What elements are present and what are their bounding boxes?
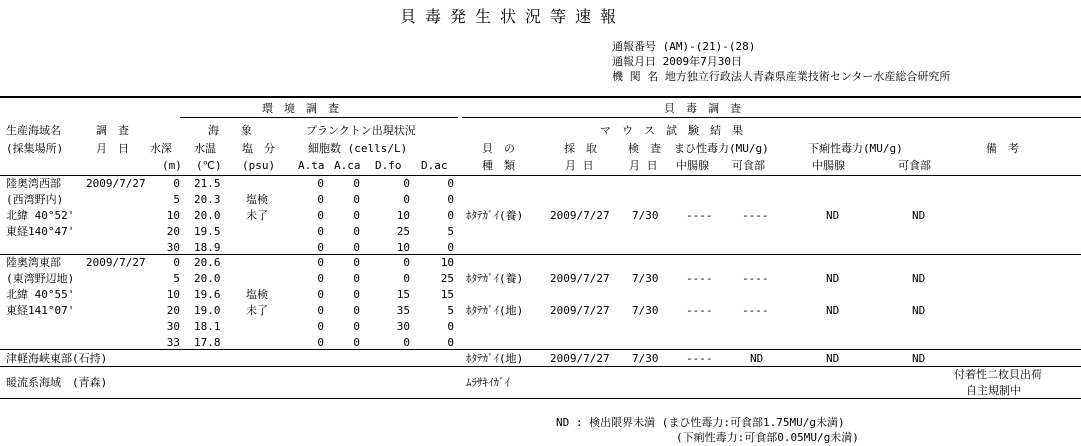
header-psp-edible: 可食部 bbox=[732, 159, 765, 172]
ata-cell: 0 bbox=[317, 241, 324, 254]
dac-cell: 0 bbox=[447, 209, 454, 222]
dfo-cell: 0 bbox=[403, 193, 410, 206]
ata-cell: 0 bbox=[317, 336, 324, 349]
dac-cell: 15 bbox=[440, 288, 454, 301]
depth-cell: 10 bbox=[166, 288, 180, 301]
header-kai: 貝 の bbox=[482, 142, 515, 155]
section-divider bbox=[0, 349, 1081, 350]
header-dfo: D.fo bbox=[375, 159, 402, 172]
shell-species: ﾎﾀﾃｶﾞｲ(地) bbox=[466, 304, 524, 317]
psp-midgut: ---- bbox=[686, 304, 713, 317]
latitude-label: 北緯 40°55' bbox=[6, 288, 75, 301]
psp-midgut: ---- bbox=[686, 209, 713, 222]
dac-cell: 0 bbox=[447, 177, 454, 190]
remark-note: 自主規制中 bbox=[966, 384, 1021, 397]
salinity-cell: 塩検 bbox=[246, 193, 268, 206]
dsp-midgut: ND bbox=[826, 304, 840, 317]
aca-cell: 0 bbox=[353, 209, 360, 222]
dfo-cell: 25 bbox=[396, 225, 410, 238]
header-dsp: 下痢性毒力(MU/g) bbox=[808, 142, 903, 155]
site-label: (西湾野内) bbox=[6, 193, 64, 206]
header-area: 生産海域名 bbox=[6, 124, 61, 137]
ata-cell: 0 bbox=[317, 272, 324, 285]
header-depth: 水深 bbox=[150, 142, 172, 155]
dfo-cell: 10 bbox=[396, 241, 410, 254]
dsp-edible: ND bbox=[912, 209, 926, 222]
header-env: 環 境 調 査 bbox=[262, 102, 339, 115]
header-shell: 貝 毒 調 査 bbox=[664, 102, 741, 115]
header-dsp-edible: 可食部 bbox=[898, 159, 931, 172]
dfo-cell: 10 bbox=[396, 209, 410, 222]
temp-cell: 20.0 bbox=[194, 209, 221, 222]
header-kaisho: 海 象 bbox=[208, 124, 252, 137]
site-label: (東湾野辺地) bbox=[6, 272, 75, 285]
survey-date: 2009/7/27 bbox=[86, 177, 146, 190]
temp-cell: 19.5 bbox=[194, 225, 221, 238]
dfo-cell: 30 bbox=[396, 320, 410, 333]
dfo-cell: 0 bbox=[403, 272, 410, 285]
report-number: 通報番号 (AM)-(21)-(28) bbox=[612, 40, 756, 53]
aca-cell: 0 bbox=[353, 272, 360, 285]
dsp-edible: ND bbox=[912, 272, 926, 285]
psp-edible: ---- bbox=[742, 304, 769, 317]
test-date: 7/30 bbox=[632, 352, 659, 365]
header-dsp-midgut: 中腸腺 bbox=[812, 159, 845, 172]
depth-cell: 5 bbox=[173, 193, 180, 206]
area-label: 暖流系海域 (青森) bbox=[6, 376, 108, 389]
dsp-midgut: ND bbox=[826, 352, 840, 365]
survey-date: 2009/7/27 bbox=[86, 256, 146, 269]
header-sal-unit: (psu) bbox=[242, 159, 276, 172]
dac-cell: 0 bbox=[447, 241, 454, 254]
ata-cell: 0 bbox=[317, 177, 324, 190]
psp-midgut: ---- bbox=[686, 272, 713, 285]
depth-cell: 33 bbox=[166, 336, 180, 349]
dac-cell: 0 bbox=[447, 193, 454, 206]
dac-cell: 25 bbox=[440, 272, 454, 285]
aca-cell: 0 bbox=[353, 256, 360, 269]
header-ata: A.ta bbox=[298, 159, 325, 172]
dac-cell: 5 bbox=[447, 304, 454, 317]
depth-cell: 0 bbox=[173, 177, 180, 190]
footnote-line: ND : 検出限界未満 (まひ性毒力:可食部1.75MU/g未満) bbox=[556, 416, 845, 429]
header-salinity: 塩 分 bbox=[242, 142, 275, 155]
aca-cell: 0 bbox=[353, 241, 360, 254]
header-shurui: 種 類 bbox=[482, 159, 515, 172]
ata-cell: 0 bbox=[317, 256, 324, 269]
aca-cell: 0 bbox=[353, 225, 360, 238]
test-date: 7/30 bbox=[632, 272, 659, 285]
dsp-edible: ND bbox=[912, 352, 926, 365]
collect-date: 2009/7/27 bbox=[550, 304, 610, 317]
dfo-cell: 0 bbox=[403, 256, 410, 269]
ata-cell: 0 bbox=[317, 225, 324, 238]
area-label: 陸奥湾東部 bbox=[6, 256, 61, 269]
test-date: 7/30 bbox=[632, 209, 659, 222]
temp-cell: 19.6 bbox=[194, 288, 221, 301]
salinity-cell: 未了 bbox=[246, 209, 268, 222]
aca-cell: 0 bbox=[353, 193, 360, 206]
shell-species: ﾑﾗｻｷｲｶﾞｲ bbox=[466, 376, 510, 389]
salinity-cell: 塩検 bbox=[246, 288, 268, 301]
header-top-rule bbox=[0, 96, 1081, 98]
depth-cell: 20 bbox=[166, 304, 180, 317]
aca-cell: 0 bbox=[353, 177, 360, 190]
aca-cell: 0 bbox=[353, 320, 360, 333]
ata-cell: 0 bbox=[317, 320, 324, 333]
header-temp-unit: (℃) bbox=[196, 159, 222, 172]
temp-cell: 21.5 bbox=[194, 177, 221, 190]
salinity-cell: 未了 bbox=[246, 304, 268, 317]
table-bottom-rule bbox=[0, 398, 1081, 399]
header-cells: 細胞数 (cells/L) bbox=[308, 142, 408, 155]
page-title: 貝毒発生状況等速報 bbox=[400, 7, 626, 26]
dfo-cell: 35 bbox=[396, 304, 410, 317]
depth-cell: 30 bbox=[166, 241, 180, 254]
footnote-line: (下痢性毒力:可食部0.05MU/g未満) bbox=[676, 431, 859, 444]
psp-edible: ND bbox=[750, 352, 764, 365]
shell-underline bbox=[462, 117, 1081, 118]
temp-cell: 20.3 bbox=[194, 193, 221, 206]
header-depth-unit: (m) bbox=[162, 159, 182, 172]
header-kensa-md: 月 日 bbox=[629, 159, 658, 172]
depth-cell: 20 bbox=[166, 225, 180, 238]
dsp-edible: ND bbox=[912, 304, 926, 317]
env-underline bbox=[180, 117, 458, 118]
temp-cell: 18.1 bbox=[194, 320, 221, 333]
temp-cell: 17.8 bbox=[194, 336, 221, 349]
header-kensa: 検 査 bbox=[628, 142, 661, 155]
collect-date: 2009/7/27 bbox=[550, 272, 610, 285]
dac-cell: 10 bbox=[440, 256, 454, 269]
section-divider bbox=[0, 366, 1081, 367]
dac-cell: 0 bbox=[447, 320, 454, 333]
area-label: 津軽海峡東部(石持) bbox=[6, 352, 108, 365]
ata-cell: 0 bbox=[317, 193, 324, 206]
shell-species: ﾎﾀﾃｶﾞｲ(養) bbox=[466, 209, 524, 222]
report-date: 通報月日 2009年7月30日 bbox=[612, 55, 742, 68]
dac-cell: 0 bbox=[447, 336, 454, 349]
remark-note: 付着性二枚貝出荷 bbox=[954, 368, 1042, 381]
header-site: (採集場所) bbox=[6, 142, 64, 155]
header-psp: まひ性毒力(MU/g) bbox=[674, 142, 769, 155]
header-bottom-rule bbox=[0, 175, 1081, 176]
psp-edible: ---- bbox=[742, 272, 769, 285]
latitude-label: 北緯 40°52' bbox=[6, 209, 75, 222]
shell-species: ﾎﾀﾃｶﾞｲ(地) bbox=[466, 352, 524, 365]
ata-cell: 0 bbox=[317, 288, 324, 301]
dfo-cell: 15 bbox=[396, 288, 410, 301]
dsp-midgut: ND bbox=[826, 209, 840, 222]
dsp-midgut: ND bbox=[826, 272, 840, 285]
header-saishu: 採 取 bbox=[564, 142, 597, 155]
depth-cell: 10 bbox=[166, 209, 180, 222]
aca-cell: 0 bbox=[353, 336, 360, 349]
temp-cell: 20.0 bbox=[194, 272, 221, 285]
header-dac: D.ac bbox=[421, 159, 448, 172]
collect-date: 2009/7/27 bbox=[550, 352, 610, 365]
depth-cell: 5 bbox=[173, 272, 180, 285]
header-mouse: マ ウ ス 試 験 結 果 bbox=[600, 124, 743, 137]
longitude-label: 東経141°07' bbox=[6, 304, 75, 317]
header-temp: 水温 bbox=[194, 142, 216, 155]
shell-species: ﾎﾀﾃｶﾞｲ(養) bbox=[466, 272, 524, 285]
dfo-cell: 0 bbox=[403, 336, 410, 349]
aca-cell: 0 bbox=[353, 288, 360, 301]
collect-date: 2009/7/27 bbox=[550, 209, 610, 222]
depth-cell: 30 bbox=[166, 320, 180, 333]
header-saishu-md: 月 日 bbox=[565, 159, 594, 172]
depth-cell: 0 bbox=[173, 256, 180, 269]
psp-midgut: ---- bbox=[686, 352, 713, 365]
temp-cell: 18.9 bbox=[194, 241, 221, 254]
header-plankton: プランクトン出現状況 bbox=[306, 124, 416, 137]
dac-cell: 5 bbox=[447, 225, 454, 238]
section-divider bbox=[0, 254, 1081, 255]
report-organization: 機 関 名 地方独立行政法人青森県産業技術センター水産総合研究所 bbox=[612, 70, 951, 83]
longitude-label: 東経140°47' bbox=[6, 225, 75, 238]
header-survey: 調 査 bbox=[96, 124, 129, 137]
test-date: 7/30 bbox=[632, 304, 659, 317]
ata-cell: 0 bbox=[317, 304, 324, 317]
header-psp-midgut: 中腸腺 bbox=[676, 159, 709, 172]
ata-cell: 0 bbox=[317, 209, 324, 222]
header-aca: A.ca bbox=[334, 159, 361, 172]
header-remarks: 備 考 bbox=[986, 142, 1019, 155]
psp-edible: ---- bbox=[742, 209, 769, 222]
temp-cell: 20.6 bbox=[194, 256, 221, 269]
aca-cell: 0 bbox=[353, 304, 360, 317]
temp-cell: 19.0 bbox=[194, 304, 221, 317]
dfo-cell: 0 bbox=[403, 177, 410, 190]
area-label: 陸奥湾西部 bbox=[6, 177, 61, 190]
header-monthday: 月 日 bbox=[96, 142, 129, 155]
